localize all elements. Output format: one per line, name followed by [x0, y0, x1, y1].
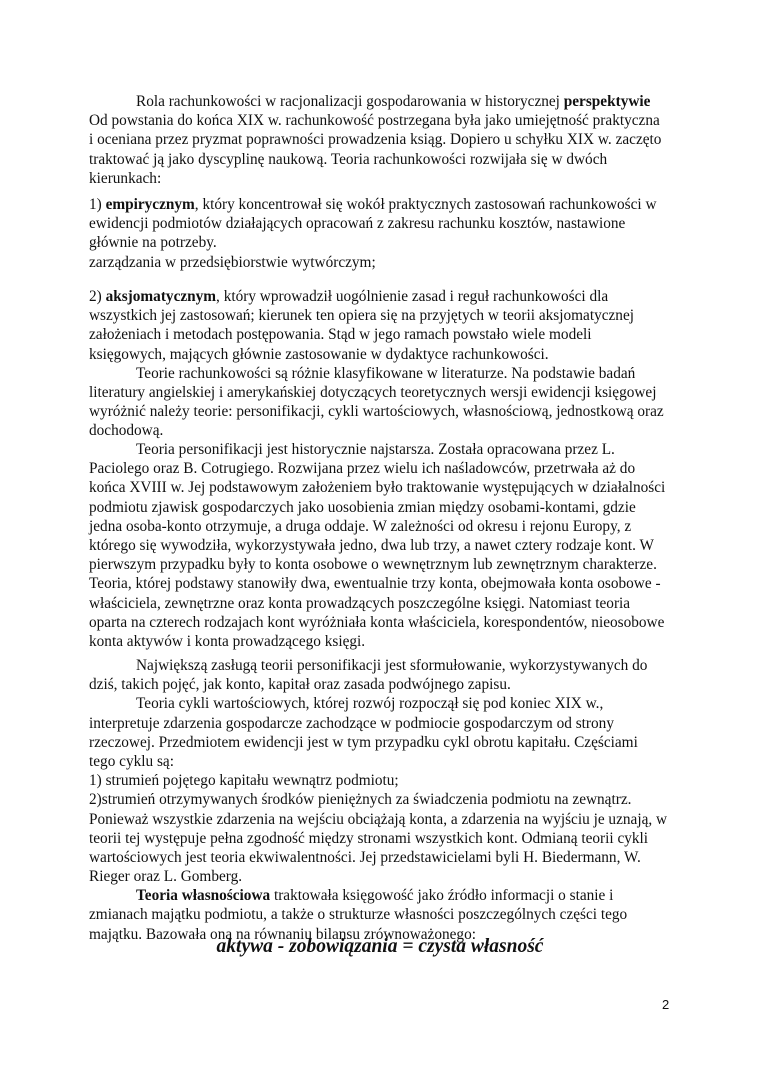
- paragraph-line: księgowych, mających głównie zastosowanie w dydaktyce rachunkowości.: [89, 345, 549, 363]
- paragraph-line: zarządzania w przedsiębiorstwie wytwórczym;: [89, 253, 376, 271]
- intro-line: Od powstania do końca XIX w. rachunkowość postrzegana była jako umiejętność praktyczna: [89, 112, 660, 130]
- paragraph-line: pierwszym przypadku były to konta osobowe o wewnętrznym lub zewnętrznym charakterze.: [89, 556, 657, 574]
- paragraph-line: interpretuje zdarzenia gospodarcze zachodzące w podmiocie gospodarczym od strony: [89, 714, 614, 732]
- personification-paragraph: [89, 440, 689, 651]
- empirical-term: empirycznym: [105, 196, 195, 213]
- intro-line: kierunkach:: [89, 169, 162, 187]
- paragraph-line: wyróżnić należy teorie: personifikacji, cykli wartościowych, własnościową, jednostkową oraz: [89, 403, 664, 421]
- paragraph-line: wszystkich jej zastosowań; kierunek ten opiera się na przyjętych w teorii aksjomatycznej: [89, 307, 634, 325]
- intro-line: i oceniana przez pryzmat poprawności prowadzenia ksiąg. Dopiero u schyłku XIX w. zaczęto: [89, 131, 662, 149]
- paragraph-line: oparta na czterech rodzajach kont wyróżniała konta właściciela, korespondentów, nieosobowe: [89, 613, 665, 631]
- paragraph-line: końca XVIII w. Jej podstawowym założeniem było traktowanie występujących w działalności: [89, 479, 666, 497]
- ownership-term: Teoria własnościowa: [136, 887, 271, 905]
- paragraph-line: Ponieważ wszystkie zdarzenia na wejściu obciążają konta, a zdarzenia na wyjściu je uznają, w: [89, 810, 668, 828]
- paragraph-line: jedna osoba-konto otrzymuje, a druga oddaje. W zależności od okresu i rejonu Europy, z: [89, 517, 632, 535]
- paragraph-line: ewidencji podmiotów działających opracowań z zakresu rachunku kosztów, nastawione: [89, 215, 626, 233]
- page-number: 2: [662, 997, 670, 1012]
- paragraph-line: głównie na potrzeby.: [89, 234, 217, 252]
- intro-line: traktować ją jako dyscyplinę naukową. Teoria rachunkowości rozwijała się w dwóch: [89, 150, 608, 168]
- empirical-first-line: 1) empirycznym, który koncentrował się wokół praktycznych zastosowań rachunkowości w: [89, 196, 657, 213]
- axiomatic-first-line: 2) aksjomatycznym, który wprowadził uogólnienie zasad i reguł rachunkowości dla: [89, 288, 609, 305]
- paragraph-line: Teoria, której podstawy stanowiły dwa, ewentualnie trzy konta, obejmowała konta osobowe -: [89, 575, 661, 593]
- paragraph-line: właściciela, zewnętrzne oraz konta prowadzących poszczególne księgi. Natomiast teoria: [89, 594, 631, 612]
- paragraph-line: konta aktywów i konta prowadzącego księgi.: [89, 632, 366, 650]
- remaining-section: [89, 656, 689, 944]
- document-title: Rola rachunkowości w racjonalizacji gospodarowania w historycznej perspektywie: [136, 93, 651, 110]
- paragraph-line: rzeczowej. Przedmiotem ewidencji jest w tym przypadku cykl obrotu kapitału. Częściami: [89, 733, 638, 751]
- empirical-direction: [89, 195, 689, 272]
- paragraph-line: założeniach i metodach postępowania. Stąd w jego ramach powstało wiele modeli: [89, 326, 592, 344]
- paragraph-line: dziś, takich pojęć, jak konto, kapitał oraz zasada podwójnego zapisu.: [89, 676, 511, 694]
- paragraph-first-line: Teoria cykli wartościowych, której rozwój rozpoczął się pod koniec XIX w.,: [136, 695, 604, 713]
- paragraph-line: majątku. Bazowała ona na równaniu bilansu zrównoważonego:: [89, 925, 476, 943]
- intro-section: [89, 92, 689, 188]
- list-item: 2)strumień otrzymywanych środków pieniężnych za świadczenia podmiotu na zewnątrz.: [89, 791, 632, 809]
- paragraph-first-line: Teoria personifikacji jest historycznie najstarsza. Została opracowana przez L.: [136, 441, 615, 458]
- paragraph-line: podmiotu zjawisk gospodarczych jako uosobienia zmian między osobami-kontami, gdzie: [89, 498, 636, 516]
- axiomatic-term: aksjomatycznym: [105, 288, 217, 305]
- paragraph-line: Rieger oraz L. Gomberg.: [89, 868, 243, 886]
- axiomatic-direction: [89, 287, 689, 441]
- balance-equation: aktywa - zobowiązania = czysta własność: [216, 936, 544, 957]
- paragraph-line: dochodową.: [89, 422, 164, 440]
- paragraph-first-line: Największą zasługą teorii personifikacji jest sformułowanie, wykorzystywanych do: [136, 657, 648, 674]
- paragraph-line: teorii tej występuje pełna zgodność między stronami wszystkich kont. Odmianą teorii cykli: [89, 829, 649, 847]
- paragraph-line: którego się wywodziła, wykorzystywała jedno, dwa lub trzy, a nawet cztery rodzaje kont. W: [89, 536, 654, 554]
- classification-first-line: Teorie rachunkowości są różnie klasyfikowane w literaturze. Na podstawie badań: [136, 364, 636, 382]
- paragraph-line: tego cyklu są:: [89, 752, 174, 770]
- list-item: 1) strumień pojętego kapitału wewnątrz podmiotu;: [89, 772, 399, 790]
- paragraph-line: wartościowych jest teoria ekwiwalentności. Jej przedstawicielami byli H. Biedermann, W.: [89, 848, 641, 866]
- paragraph-line: Paciolego oraz B. Cotrugiego. Rozwijana przez wielu ich naśladowców, przetrwała aż do: [89, 460, 636, 478]
- paragraph-line: zmianach majątku podmiotu, a także o strukturze własności poszczególnych części tego: [89, 906, 628, 924]
- ownership-first-line: Teoria własnościowa traktowała księgowość jako źródło informacji o stanie i: [136, 887, 614, 905]
- paragraph-line: literatury angielskiej i amerykańskiej dotyczących teoretycznych wersji ewidencji księgowej: [89, 383, 657, 401]
